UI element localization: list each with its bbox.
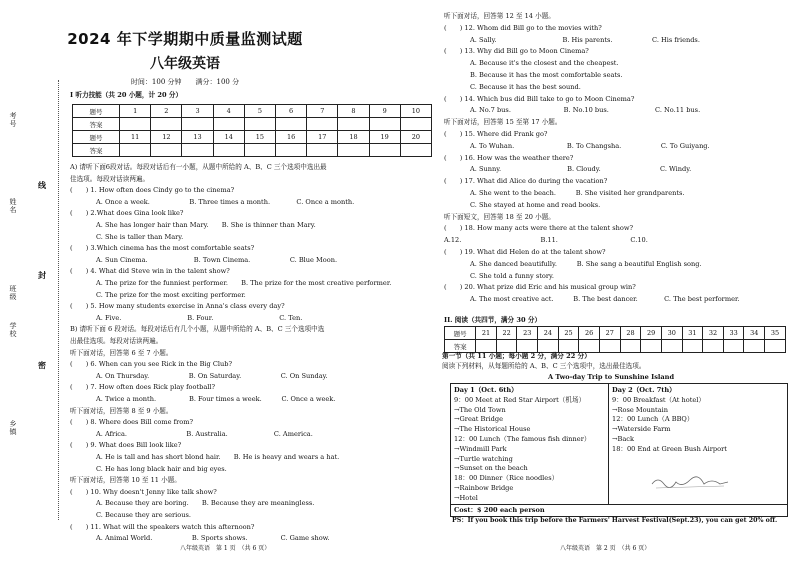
table-cell: 12 bbox=[151, 131, 182, 144]
section-listening: I 听力技能（共 20 小题，计 20 分） bbox=[70, 91, 183, 99]
exam-meta: 时间：100 分钟 满分：100 分 bbox=[130, 78, 240, 86]
text-line: ( ) 4. What did Steve win in the talent show? bbox=[70, 267, 230, 276]
box-divider bbox=[608, 384, 609, 504]
margin-banji: 班级 bbox=[9, 285, 17, 301]
text-line: ( ) 7. How often does Rick play football? bbox=[70, 383, 216, 392]
answer-cell[interactable] bbox=[600, 340, 621, 353]
answer-cell[interactable] bbox=[400, 118, 431, 131]
table-cell: 17 bbox=[307, 131, 338, 144]
table-row bbox=[445, 327, 786, 340]
table-cell: 4 bbox=[213, 105, 244, 118]
table-cell: 31 bbox=[682, 327, 703, 340]
table-cell: 答案 bbox=[445, 340, 476, 353]
text-line: A. Five. B. Four. C. Ten. bbox=[96, 313, 303, 322]
text-line: A. The prize for the funniest performer. B. The prize for the most creative performer. bbox=[96, 279, 392, 287]
table-cell: 9 bbox=[369, 105, 400, 118]
table-cell: 题号 bbox=[73, 131, 120, 144]
trip-itinerary-box bbox=[450, 383, 788, 517]
text-line: A. Once a week. B. Three times a month. C. Once a month. bbox=[96, 197, 355, 206]
table-cell: 23 bbox=[517, 327, 538, 340]
answer-table-listening bbox=[72, 104, 432, 157]
page-footer-left: 八年级英语 第 1 页 （共 6 页） bbox=[180, 545, 271, 552]
itinerary-item: →Rainbow Bridge bbox=[454, 484, 514, 492]
table-cell: 7 bbox=[307, 105, 338, 118]
itinerary-item: →The Old Town bbox=[454, 405, 506, 414]
box-hline bbox=[451, 504, 787, 505]
text-line: ( ) 19. What did Helen do at the talent show? bbox=[444, 248, 606, 256]
table-cell: 15 bbox=[244, 131, 275, 144]
table-cell: 答案 bbox=[73, 118, 120, 131]
answer-cell[interactable] bbox=[307, 144, 338, 157]
margin-xingming: 姓名 bbox=[9, 198, 17, 214]
text-line: ( ) 17. What did Alice do during the vacation? bbox=[444, 177, 608, 186]
table-cell: 11 bbox=[120, 131, 151, 144]
text-line: A. On Thursday. B. On Saturday. C. On Sunday. bbox=[96, 371, 328, 380]
table-cell: 14 bbox=[213, 131, 244, 144]
text-line: C. He has long black hair and big eyes. bbox=[96, 464, 227, 473]
itinerary-item: 9：00 Breakfast（At hotel） bbox=[612, 395, 705, 404]
answer-cell[interactable] bbox=[517, 340, 538, 353]
text-line: ( ) 13. Why did Bill go to Moon Cinema? bbox=[444, 47, 589, 56]
text-line: 听下面对话，回答第 8 至 9 小题。 bbox=[70, 406, 173, 415]
text-line: ( ) 5. How many students exercise in Anna's class every day? bbox=[70, 302, 285, 311]
text-line: C. She told a funny story. bbox=[470, 271, 554, 280]
text-line: C. She stayed at home and read books. bbox=[470, 200, 601, 209]
cut-line bbox=[58, 80, 59, 520]
answer-cell[interactable] bbox=[579, 340, 600, 353]
text-line: ( ) 10. Why doesn't Jenny like talk show? bbox=[70, 487, 217, 496]
answer-cell[interactable] bbox=[558, 340, 579, 353]
itinerary-item: 12：00 Lunch（The famous fish dinner） bbox=[454, 435, 591, 443]
answer-cell[interactable] bbox=[661, 340, 682, 353]
text-line: 佳选项。每段对话读两遍。 bbox=[70, 174, 150, 183]
margin-feng: 封 bbox=[38, 270, 46, 280]
table-cell: 22 bbox=[496, 327, 517, 340]
text-line: C. Because it has the best sound. bbox=[470, 82, 581, 91]
answer-cell[interactable] bbox=[620, 340, 641, 353]
itinerary-item: →Windmill Park bbox=[454, 444, 507, 453]
text-line: ( ) 9. What does Bill look like? bbox=[70, 441, 182, 450]
answer-cell[interactable] bbox=[744, 340, 765, 353]
margin-xiangzhen: 乡镇 bbox=[9, 420, 17, 436]
margin-mi: 密 bbox=[38, 360, 46, 370]
answer-cell[interactable] bbox=[338, 144, 369, 157]
part-one-heading: 第一节（共 11 小题；每小题 2 分，满分 22 分） bbox=[442, 352, 591, 360]
table-cell: 2 bbox=[151, 105, 182, 118]
itinerary-item: →Waterside Farm bbox=[612, 425, 671, 434]
page-footer-right: 八年级英语 第 2 页 （共 6 页） bbox=[560, 545, 651, 552]
itinerary-item: →Sunset on the beach bbox=[454, 464, 528, 473]
text-line: ( ) 18. How many acts were there at the talent show? bbox=[444, 224, 634, 233]
text-line: B) 请听下面 6 段对话。每段对话后有几个小题，从题中所给的 A、B、C 三个选项中选 bbox=[70, 325, 325, 334]
text-line: A. Twice a month. B. Four times a week. C. Once a week. bbox=[96, 395, 336, 403]
text-line: A. She has longer hair than Mary. B. She is thinner than Mary. bbox=[96, 221, 316, 229]
table-cell: 13 bbox=[182, 131, 213, 144]
answer-cell[interactable] bbox=[682, 340, 703, 353]
table-cell: 1 bbox=[120, 105, 151, 118]
trip-cost: Cost：$ 200 each person bbox=[454, 506, 545, 514]
table-cell: 16 bbox=[275, 131, 306, 144]
trip-title: A Two-day Trip to Sunshine Island bbox=[548, 373, 675, 381]
text-line: ( ) 15. Where did Frank go? bbox=[444, 130, 548, 138]
text-line: A. No.7 bus. B. No.10 bus. C. No.11 bus. bbox=[470, 106, 701, 115]
table-cell: 10 bbox=[400, 105, 431, 118]
text-line: ( ) 3.Which cinema has the most comfortable seats? bbox=[70, 244, 255, 253]
text-line: C. The prize for the most exciting performer. bbox=[96, 290, 246, 299]
answer-cell[interactable] bbox=[120, 118, 151, 131]
text-line: ( ) 8. Where does Bill come from? bbox=[70, 418, 193, 427]
answer-cell[interactable] bbox=[182, 118, 213, 131]
answer-cell[interactable] bbox=[120, 144, 151, 157]
itinerary-item: →Hotel bbox=[454, 493, 478, 502]
table-cell: 33 bbox=[723, 327, 744, 340]
text-line: 出最佳选项。每段对话读两遍。 bbox=[70, 337, 163, 345]
answer-cell[interactable] bbox=[244, 118, 275, 131]
text-line: C. Because they are serious. bbox=[96, 511, 191, 519]
text-line: B. Because it has the most comfortable seats. bbox=[470, 71, 623, 79]
table-cell: 6 bbox=[275, 105, 306, 118]
text-line: A. Because it's the closest and the cheapest. bbox=[470, 59, 619, 68]
text-line: A. The most creative act. B. The best dancer. C. The best performer. bbox=[470, 295, 740, 304]
answer-cell[interactable] bbox=[723, 340, 744, 353]
trip-ps: PS：If you book this trip before the Farmers' Harvest Festival(Sept.23), you can get 20% off. bbox=[452, 517, 778, 524]
table-cell: 25 bbox=[558, 327, 579, 340]
text-line: A. Sunny. B. Cloudy. C. Windy. bbox=[470, 165, 692, 174]
text-line: A. Sun Cinema. B. Town Cinema. C. Blue Moon. bbox=[96, 255, 338, 264]
text-line: A. Because they are boring. B. Because they are meaningless. bbox=[96, 499, 315, 508]
table-cell: 题号 bbox=[73, 105, 120, 118]
text-line: 听下面对话，回答第 15 至第 17 小题。 bbox=[444, 118, 562, 127]
text-line: 听下面对话，回答第 12 至 14 小题。 bbox=[444, 12, 555, 20]
text-line: ( ) 16. How was the weather there? bbox=[444, 153, 574, 162]
answer-cell[interactable] bbox=[213, 144, 244, 157]
day-heading: Day 1（Oct. 6th） bbox=[454, 386, 518, 394]
answer-cell[interactable] bbox=[476, 340, 497, 353]
table-cell: 题号 bbox=[445, 327, 476, 340]
table-cell: 28 bbox=[620, 327, 641, 340]
itinerary-item: →Rose Mountain bbox=[612, 405, 668, 414]
table-cell: 19 bbox=[369, 131, 400, 144]
answer-cell[interactable] bbox=[369, 144, 400, 157]
text-line: 听下面对话，回答第 10 至 11 小题。 bbox=[70, 476, 181, 485]
exam-title: 2024 年下学期期中质量监测试题 bbox=[67, 30, 303, 48]
answer-cell[interactable] bbox=[400, 144, 431, 157]
answer-cell[interactable] bbox=[182, 144, 213, 157]
handwriting-scribble bbox=[650, 472, 730, 492]
answer-cell[interactable] bbox=[496, 340, 517, 353]
text-line: A. Africa. B. Australia. C. America. bbox=[96, 429, 313, 438]
itinerary-item: →Turtle watching bbox=[454, 454, 513, 463]
answer-cell[interactable] bbox=[275, 118, 306, 131]
margin-xuexiao: 学校 bbox=[9, 322, 17, 338]
answer-cell[interactable] bbox=[338, 118, 369, 131]
text-line: A) 请听下面6段对话。每段对话后有一小题，从题中所给的 A、B、C 三个选项中选出最 bbox=[70, 163, 327, 171]
table-row bbox=[73, 144, 432, 157]
table-row bbox=[445, 340, 786, 353]
itinerary-item: 18：00 End at Green Bush Airport bbox=[612, 444, 727, 453]
itinerary-item: →Back bbox=[612, 435, 634, 443]
text-line: A. To Wuhan. B. To Changsha. C. To Guiyang. bbox=[470, 141, 710, 150]
table-cell: 8 bbox=[338, 105, 369, 118]
text-line: C. She is taller than Mary. bbox=[96, 232, 184, 241]
table-cell: 答案 bbox=[73, 144, 120, 157]
text-line: A. She danced beautifully. B. She sang a beautiful English song. bbox=[470, 259, 702, 268]
table-cell: 20 bbox=[400, 131, 431, 144]
table-cell: 18 bbox=[338, 131, 369, 144]
table-cell: 32 bbox=[703, 327, 724, 340]
text-line: A. Sally. B. His parents. C. His friends. bbox=[470, 35, 700, 44]
text-line: ( ) 11. What will the speakers watch this afternoon? bbox=[70, 522, 255, 531]
text-line: 听下面短文，回答第 18 至 20 小题。 bbox=[444, 212, 555, 221]
answer-cell[interactable] bbox=[765, 340, 786, 353]
answer-cell[interactable] bbox=[641, 340, 662, 353]
table-row bbox=[73, 118, 432, 131]
section-reading: II. 阅读（共四节，满分 30 分） bbox=[444, 316, 542, 324]
part-one-instructions: 阅读下列材料，从每题所给的 A、B、C 三个选项中，选出最佳选项。 bbox=[442, 362, 646, 370]
text-line: A. She went to the beach. B. She visited her grandparents. bbox=[470, 189, 685, 197]
text-line: A. Animal World. B. Sports shows. C. Game show. bbox=[96, 534, 330, 543]
answer-cell[interactable] bbox=[151, 144, 182, 157]
answer-cell[interactable] bbox=[151, 118, 182, 131]
table-cell: 30 bbox=[661, 327, 682, 340]
itinerary-item: 9：00 Meet at Red Star Airport（机场） bbox=[454, 395, 586, 404]
margin-xian: 线 bbox=[38, 180, 46, 190]
table-cell: 26 bbox=[579, 327, 600, 340]
text-line: ( ) 12. Whom did Bill go to the movies with? bbox=[444, 23, 602, 32]
margin-kaohao: 考号 bbox=[9, 112, 17, 128]
text-line: A. He is tall and has short blond hair. B. He is heavy and wears a hat. bbox=[96, 453, 340, 461]
table-cell: 5 bbox=[244, 105, 275, 118]
table-row bbox=[73, 105, 432, 118]
text-line: ( ) 14. Which bus did Bill take to go to Moon Cinema? bbox=[444, 94, 635, 103]
itinerary-item: 18：00 Dinner（Rice noodles） bbox=[454, 474, 559, 483]
answer-cell[interactable] bbox=[703, 340, 724, 353]
answer-table-reading bbox=[444, 326, 786, 353]
answer-cell[interactable] bbox=[244, 144, 275, 157]
text-line: ( ) 20. What prize did Eric and his musical group win? bbox=[444, 283, 636, 292]
text-line: ( ) 2.What does Gina look like? bbox=[70, 209, 184, 218]
exam-subtitle: 八年级英语 bbox=[150, 56, 220, 72]
table-cell: 21 bbox=[476, 327, 497, 340]
table-cell: 3 bbox=[182, 105, 213, 118]
table-cell: 27 bbox=[600, 327, 621, 340]
text-line: ( ) 6. When can you see Rick in the Big Club? bbox=[70, 360, 233, 369]
text-line: 听下面对话，回答第 6 至 7 小题。 bbox=[70, 348, 173, 357]
day-heading: Day 2（Oct. 7th） bbox=[612, 386, 676, 394]
itinerary-item: →Great Bridge bbox=[454, 415, 503, 424]
table-cell: 35 bbox=[765, 327, 786, 340]
text-line: A.12. B.11. C.10. bbox=[444, 236, 648, 245]
table-cell: 24 bbox=[538, 327, 559, 340]
answer-cell[interactable] bbox=[369, 118, 400, 131]
table-cell: 34 bbox=[744, 327, 765, 340]
itinerary-item: →The Historical House bbox=[454, 425, 531, 434]
answer-cell[interactable] bbox=[538, 340, 559, 353]
answer-cell[interactable] bbox=[213, 118, 244, 131]
table-cell: 29 bbox=[641, 327, 662, 340]
answer-cell[interactable] bbox=[307, 118, 338, 131]
itinerary-item: 12：00 Lunch（A BBQ） bbox=[612, 415, 694, 424]
table-row bbox=[73, 131, 432, 144]
text-line: ( ) 1. How often does Cindy go to the cinema? bbox=[70, 186, 235, 195]
answer-cell[interactable] bbox=[275, 144, 306, 157]
